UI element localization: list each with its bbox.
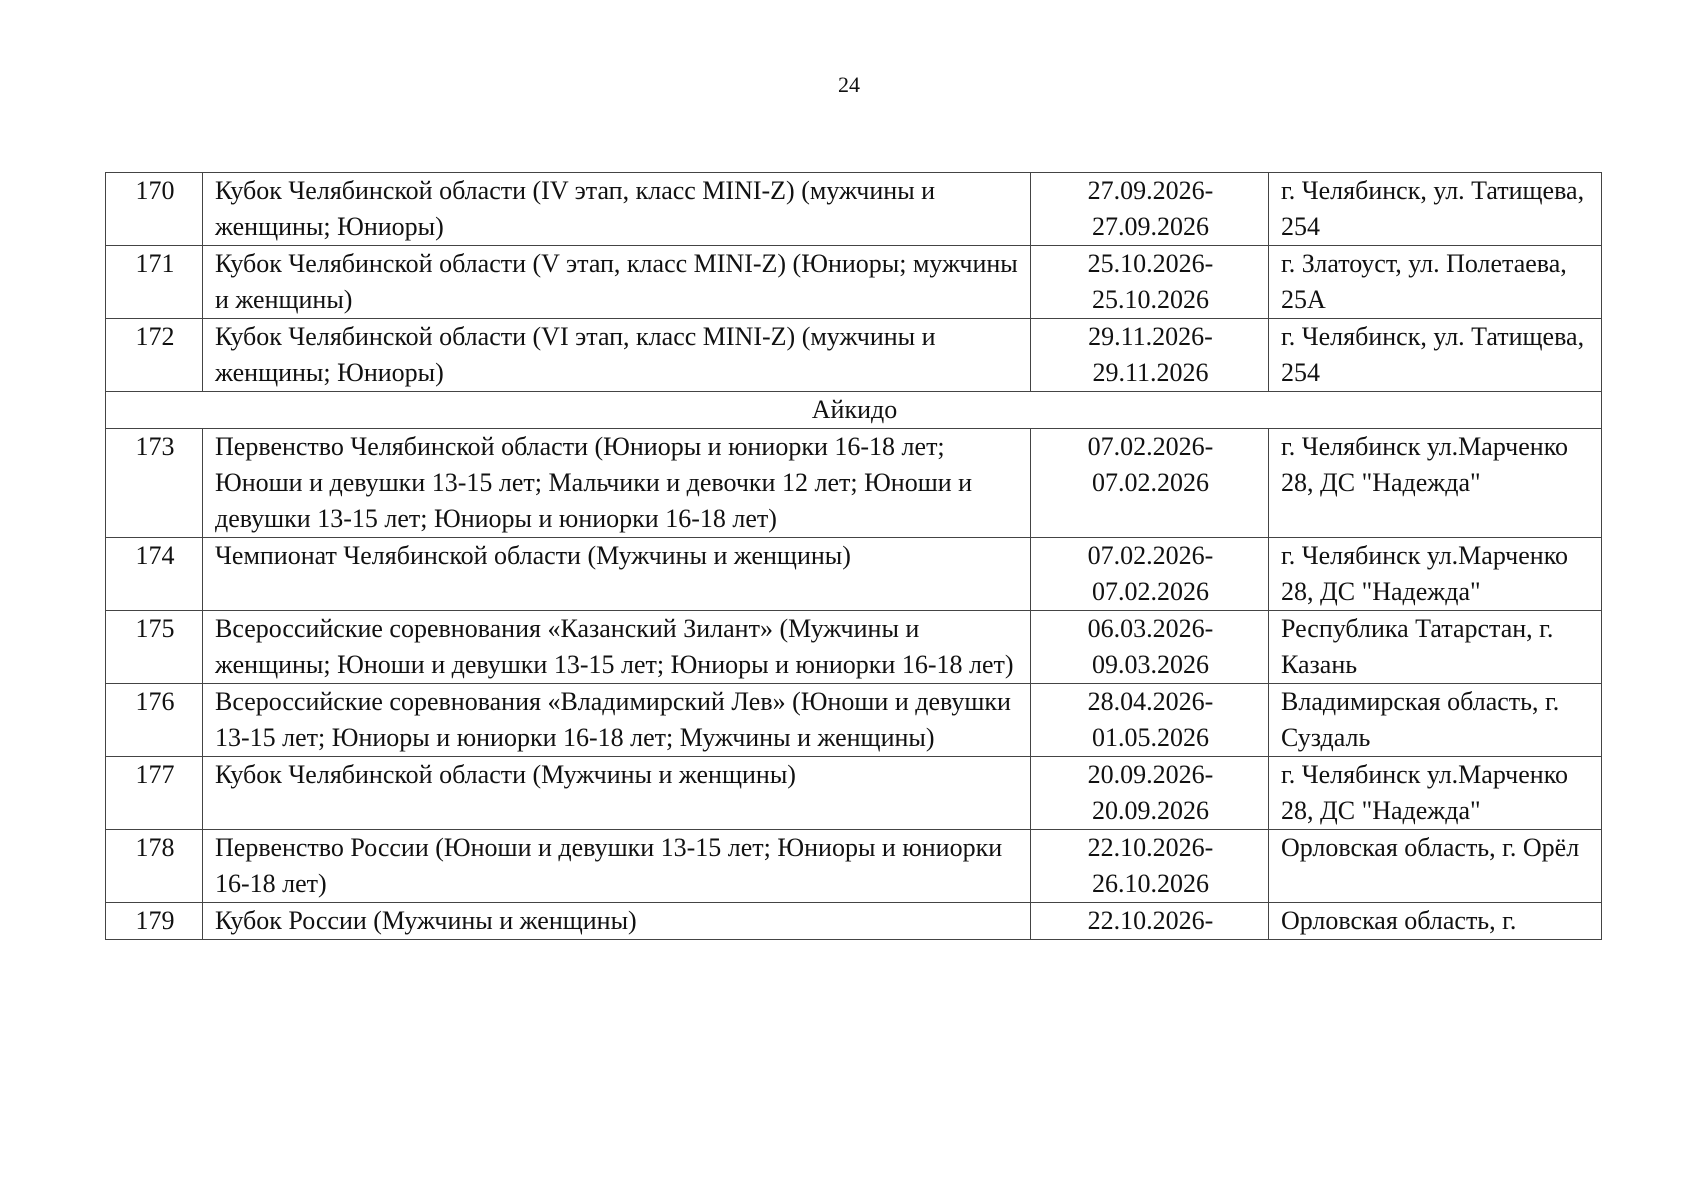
event-place: Республика Татарстан, г. Казань bbox=[1269, 611, 1602, 684]
event-dates bbox=[1031, 429, 1269, 538]
date-to: 20.09.2026 bbox=[1092, 796, 1209, 825]
event-name: Кубок Челябинской области (Мужчины и женщины) bbox=[203, 757, 1031, 830]
date-from: 27.09.2026- bbox=[1087, 176, 1214, 205]
table-row bbox=[106, 757, 1602, 830]
date-from: 20.09.2026- bbox=[1087, 760, 1214, 789]
row-number: 172 bbox=[106, 319, 203, 392]
event-place: г. Челябинск ул.Марченко 28, ДС "Надежда" bbox=[1269, 538, 1602, 611]
table-row bbox=[106, 903, 1602, 940]
event-place: г. Челябинск ул.Марченко 28, ДС "Надежда" bbox=[1269, 757, 1602, 830]
event-name: Первенство Челябинской области (Юниоры и юниорки 16-18 лет; Юноши и девушки 13-15 лет; Мальчики и девочки 12 лет; Юноши и девушки 13-15 лет; Юниоры и юниорки 16-18 лет) bbox=[203, 429, 1031, 538]
section-title: Айкидо bbox=[106, 392, 1602, 429]
event-dates bbox=[1031, 830, 1269, 903]
date-from: 07.02.2026- bbox=[1087, 432, 1214, 461]
table-row bbox=[106, 538, 1602, 611]
date-to: 07.02.2026 bbox=[1092, 468, 1209, 497]
event-name: Первенство России (Юноши и девушки 13-15 лет; Юниоры и юниорки 16-18 лет) bbox=[203, 830, 1031, 903]
event-name: Кубок России (Мужчины и женщины) bbox=[203, 903, 1031, 940]
table-row bbox=[106, 173, 1602, 246]
date-from: 22.10.2026- bbox=[1087, 833, 1214, 862]
event-dates bbox=[1031, 319, 1269, 392]
table-row bbox=[106, 830, 1602, 903]
date-from: 22.10.2026- bbox=[1087, 906, 1214, 935]
competition-schedule-table bbox=[105, 172, 1602, 940]
event-place: Орловская область, г. bbox=[1269, 903, 1602, 940]
event-dates bbox=[1031, 246, 1269, 319]
row-number: 177 bbox=[106, 757, 203, 830]
date-to: 26.10.2026 bbox=[1092, 869, 1209, 898]
event-place: г. Златоуст, ул. Полетаева, 25А bbox=[1269, 246, 1602, 319]
table-row bbox=[106, 429, 1602, 538]
row-number: 178 bbox=[106, 830, 203, 903]
date-to: 09.03.2026 bbox=[1092, 650, 1209, 679]
row-number: 175 bbox=[106, 611, 203, 684]
date-to: 07.02.2026 bbox=[1092, 577, 1209, 606]
section-header-row bbox=[106, 392, 1602, 429]
event-dates bbox=[1031, 173, 1269, 246]
event-name: Кубок Челябинской области (V этап, класс MINI-Z) (Юниоры; мужчины и женщины) bbox=[203, 246, 1031, 319]
date-to: 01.05.2026 bbox=[1092, 723, 1209, 752]
row-number: 171 bbox=[106, 246, 203, 319]
event-dates bbox=[1031, 757, 1269, 830]
row-number: 174 bbox=[106, 538, 203, 611]
event-place: г. Челябинск, ул. Татищева, 254 bbox=[1269, 173, 1602, 246]
row-number: 176 bbox=[106, 684, 203, 757]
event-place: Орловская область, г. Орёл bbox=[1269, 830, 1602, 903]
event-place: г. Челябинск, ул. Татищева, 254 bbox=[1269, 319, 1602, 392]
date-to: 25.10.2026 bbox=[1092, 285, 1209, 314]
date-from: 28.04.2026- bbox=[1087, 687, 1214, 716]
event-dates bbox=[1031, 611, 1269, 684]
table-row bbox=[106, 319, 1602, 392]
date-from: 06.03.2026- bbox=[1087, 614, 1214, 643]
page-number: 24 bbox=[838, 72, 860, 97]
event-dates bbox=[1031, 903, 1269, 940]
event-dates bbox=[1031, 538, 1269, 611]
table-row bbox=[106, 611, 1602, 684]
event-name: Чемпионат Челябинской области (Мужчины и женщины) bbox=[203, 538, 1031, 611]
date-from: 29.11.2026- bbox=[1088, 322, 1213, 351]
date-to: 27.09.2026 bbox=[1092, 212, 1209, 241]
table-row bbox=[106, 684, 1602, 757]
event-name: Всероссийские соревнования «Казанский Зилант» (Мужчины и женщины; Юноши и девушки 13-15 лет; Юниоры и юниорки 16-18 лет) bbox=[203, 611, 1031, 684]
row-number: 173 bbox=[106, 429, 203, 538]
table-row bbox=[106, 246, 1602, 319]
date-from: 07.02.2026- bbox=[1087, 541, 1214, 570]
row-number: 170 bbox=[106, 173, 203, 246]
event-place: Владимирская область, г. Суздаль bbox=[1269, 684, 1602, 757]
date-from: 25.10.2026- bbox=[1087, 249, 1214, 278]
event-name: Всероссийские соревнования «Владимирский Лев» (Юноши и девушки 13-15 лет; Юниоры и юниорки 16-18 лет; Мужчины и женщины) bbox=[203, 684, 1031, 757]
event-dates bbox=[1031, 684, 1269, 757]
event-name: Кубок Челябинской области (VI этап, класс MINI-Z) (мужчины и женщины; Юниоры) bbox=[203, 319, 1031, 392]
date-to: 29.11.2026 bbox=[1092, 358, 1209, 387]
row-number: 179 bbox=[106, 903, 203, 940]
event-name: Кубок Челябинской области (IV этап, класс MINI-Z) (мужчины и женщины; Юниоры) bbox=[203, 173, 1031, 246]
event-place: г. Челябинск ул.Марченко 28, ДС "Надежда" bbox=[1269, 429, 1602, 538]
